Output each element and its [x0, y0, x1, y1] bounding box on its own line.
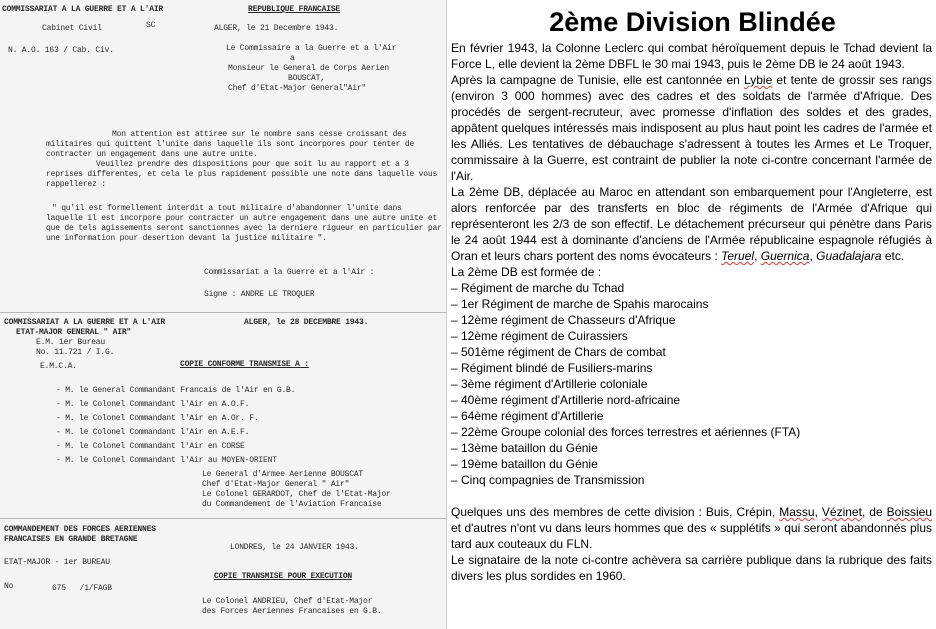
article — [451, 6, 932, 584]
article-title: 2ème Division Blindée — [549, 7, 836, 37]
letter1-quote: " qu'il est formellement interdit a tout militaire d'abandonner l'unite dans laquelle il est incorpore pour contracter un autre engagement dans une autre unite et que de tels agissements seront sanctionnes avec la derniere rigueur en particulier par une information pour desertion devant la justice militaire ". — [46, 204, 442, 243]
letter3-to1: Le Colonel ANDRIEU, Chef d'Etat-Major — [202, 597, 373, 606]
letter2-recipient: - M. le Colonel Commandant l'Air en A.E.F. — [56, 428, 250, 437]
letter1-to1: Monsieur le General de Corps Aerien — [228, 64, 390, 73]
list-item: – 1er Régiment de marche de Spahis marocains — [451, 297, 709, 311]
letter3-sender1: COMMANDEMENT DES FORCES AERIENNES — [4, 525, 156, 534]
letter1-republic: REPUBLIQUE FRANCAISE — [248, 5, 341, 14]
list-item: – 3ème régiment d'Artillerie coloniale — [451, 377, 648, 391]
letter2-sender2: ETAT-MAJOR GENERAL " AIR" — [16, 328, 132, 337]
letter2-recipient: - M. le Colonel Commandant l'Air en A.Or. F. — [56, 414, 259, 423]
list-item: – 64ème régiment d'Artillerie — [451, 409, 604, 423]
list-item: – 13ème bataillon du Génie — [451, 441, 598, 455]
letter2-ref: No. 11.721 / I.G. — [36, 348, 115, 357]
tank-name: Guadalajara — [816, 249, 882, 263]
letter3-no: No — [4, 582, 14, 591]
list-item: – Régiment blindé de Fusiliers-marins — [451, 361, 653, 375]
list-item: – 12ème régiment de Chasseurs d'Afrique — [451, 313, 676, 327]
letter1-signature: Signe : ANDRE LE TROQUER — [204, 290, 315, 299]
list-item: – 501ème régiment de Chars de combat — [451, 345, 666, 359]
letter2-sig3: Le Colonel GERARDOT, Chef de l'Etat-Major — [202, 490, 391, 499]
letter-separator — [0, 312, 446, 313]
paragraph-origin: En février 1943, la Colonne Leclerc qui combat héroïquement depuis le Tchad devient la Force L, elle devient la 2ème DBFL le 30 mai 1943, puis le 2ème DB le 24 août 1943. — [451, 41, 932, 71]
paragraph-morocco — [451, 184, 932, 264]
column-divider — [446, 0, 447, 629]
letter1-ref: N. A.O. 163 / Cab. Civ. — [8, 46, 114, 55]
article-body — [451, 40, 932, 584]
blank-line — [451, 488, 932, 504]
letter1-closing: Commissariat a la Guerre et a l'Air : — [204, 268, 375, 277]
text-span: La 2ème DB, déplacée au Maroc en attendant son embarquement pour l'Angleterre, est alors renforcée par des transferts en bloc de régiments de l'Armée d'Afrique qui représenteront les 2/3 de son effectif. Le détachement précurseur qui pénètre dans Paris le 24 août 1944 est à dominante d'anciens de l'Armée républicaine espagnole réfugiés à Oran et leurs chars portent des noms évocateurs : — [451, 185, 932, 263]
letter2-recipient: - M. le Colonel Commandant l'Air au MOYEN-ORIENT — [56, 456, 277, 465]
list-item: – Régiment de marche du Tchad — [451, 281, 625, 295]
letter1-cabinet: Cabinet Civil — [42, 24, 102, 33]
text-span: , — [814, 505, 822, 519]
text-span: , — [809, 249, 817, 263]
paragraph-signatory: Le signataire de la note ci-contre achèvera sa carrière publique dans la rubrique des faits divers les plus sordides en 1960. — [451, 553, 932, 583]
letter2-date: ALGER, le 28 DECEMBRE 1943. — [244, 318, 369, 327]
units-list — [451, 280, 932, 488]
letter1-a: a — [290, 54, 295, 63]
units-intro: La 2ème DB est formée de : — [451, 265, 602, 279]
letter3-ref: 675 /1/FAGB — [52, 584, 112, 593]
letter3-date: LONDRES, le 24 JANVIER 1943. — [230, 543, 359, 552]
letter2-sig4: du Commandement de l'Aviation Francaise — [202, 500, 382, 509]
tank-name: Teruel — [721, 249, 755, 263]
letter2-emca: E.M.C.A. — [40, 362, 77, 371]
letter2-recipient: - M. le Colonel Commandant l'Air en CORSE — [56, 442, 245, 451]
member-name: Boissieu — [886, 505, 932, 519]
letter1-to3: Chef d'Etat-Major General"Air" — [228, 84, 367, 93]
list-item: – 12ème régiment de Cuirassiers — [451, 329, 628, 343]
text-span: , — [754, 249, 761, 263]
list-item: – Cinq compagnies de Transmission — [451, 473, 645, 487]
letter2-sig1: Le General d'Armee Aerienne BOUSCAT — [202, 470, 364, 479]
text-span: et d'autres n'ont vu dans leurs hommes que des « supplétifs » qui seront abandonnés plus tard aux couteaux du FLN. — [451, 521, 932, 551]
list-item: – 40ème régiment d'Artillerie nord-africaine — [451, 393, 681, 407]
letter2-bureau: E.M. 1er Bureau — [36, 338, 106, 347]
paragraph-members — [451, 504, 932, 552]
letter2-copy: COPIE CONFORME TRANSMISE A : — [180, 360, 309, 369]
misspelled-word: Lybie — [744, 73, 773, 87]
text-span: et tente de grossir ses rangs (environ 3 000 hommes) avec des cadres et des soldats de l'armée d'Afrique. Des procédés de sergent-recruteur, avec promesse d'inflation des soldes et des grades, appâtent quelques intéressés mais indisposent au plus haut point les cadres de l'armée et les Alliés. Les tentatives de débauchage s'adressent à toutes les Armes et Le Troquer, commissaire à la Guerre, est contraint de publier la note ci-contre concernant l'armée de l'Air. — [451, 73, 932, 183]
text-span: Quelques uns des membres de cette division : Buis, Crépin, — [451, 505, 780, 519]
letter1-body2: Veuillez prendre des dispositions pour que soit lu au rapport et a 3 reprises differentes, et cela le plus rapidement possible une note dans laquelle vous rappellerez : — [46, 160, 438, 189]
text-span: Après la campagne de Tunisie, elle est cantonnée en — [451, 73, 745, 87]
letter1-body1: Mon attention est attiree sur le nombre sans cesse croissant des militaires qui quittent l'unite dans laquelle ils sont incorpores pour tenter de contracter un engagement dans une autre unite. — [46, 130, 415, 159]
letter2-recipient: - M. le General Commandant Francais de l'Air en G.B. — [56, 386, 296, 395]
letter2-sig2: Chef d'Etat-Major General " Air" — [202, 480, 350, 489]
paragraph-tunisia — [451, 72, 932, 184]
letter3-sender2: FRANCAISES EN GRANDE BRETAGNE — [4, 535, 138, 544]
letter1-to2: BOUSCAT, — [288, 74, 325, 83]
tank-name: Guernica — [760, 249, 810, 263]
letter3-em: ETAT-MAJOR - 1er BUREAU — [4, 558, 110, 567]
member-name: Massu — [779, 505, 815, 519]
text-span: , de — [861, 505, 887, 519]
letter3-copy: COPIE TRANSMISE POUR EXECUTION — [214, 572, 353, 581]
member-name: Vézinet — [821, 505, 862, 519]
letter1-from: Le Commissaire a la Guerre et a l'Air — [226, 44, 397, 53]
scanned-letters-image — [0, 0, 446, 629]
letter3-to2: des Forces Aeriennes Francaises en G.B. — [202, 607, 382, 616]
letter2-sender1: COMMISSARIAT A LA GUERRE ET A L'AIR — [4, 318, 166, 327]
letter-separator — [0, 518, 446, 519]
letter1-date: ALGER, le 21 Decembre 1943. — [214, 24, 339, 33]
letter2-recipient: - M. le Colonel Commandant l'Air en A.O.F. — [56, 400, 250, 409]
letter1-sc: SC — [146, 21, 156, 30]
text-span: etc. — [881, 249, 905, 263]
list-item: – 19ème bataillon du Génie — [451, 457, 598, 471]
letter1-sender: COMMISSARIAT A LA GUERRE ET A L'AIR — [2, 5, 164, 14]
list-item: – 22ème Groupe colonial des forces terrestres et aériennes (FTA) — [451, 425, 801, 439]
